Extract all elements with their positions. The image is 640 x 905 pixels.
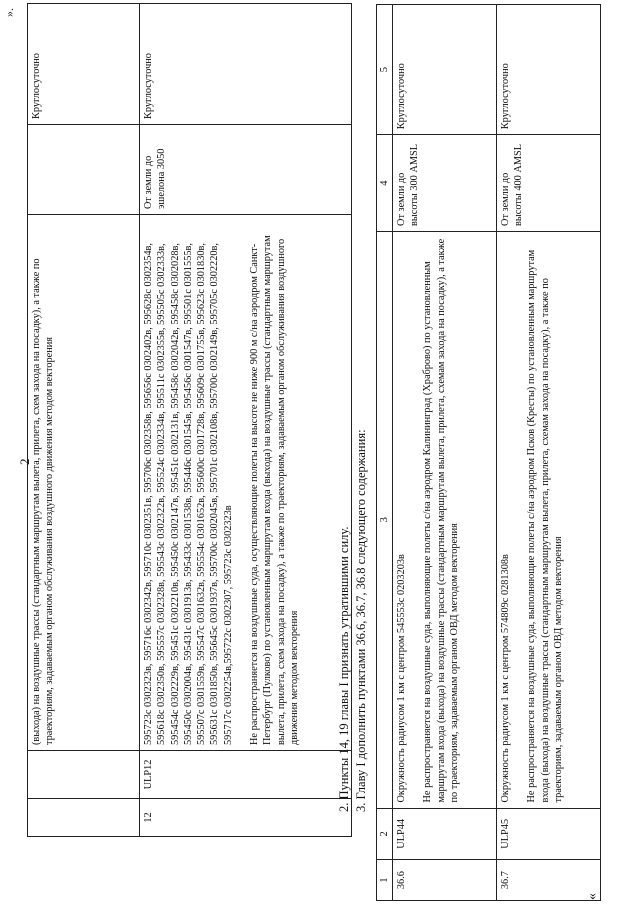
stray-quote-mark: « — [585, 893, 600, 900]
row-number: 36.6 — [393, 860, 497, 901]
row-number: 12 — [140, 799, 352, 837]
airspace-table-new — [376, 4, 601, 901]
zone-description — [140, 215, 352, 751]
zone-altitude: От земли до высоты 300 AMSL — [393, 135, 497, 232]
zone-altitude: От земли до эшелона 3050 — [140, 125, 352, 215]
zone-description — [497, 231, 601, 808]
continuation-description: (выхода) на воздушные трассы (стандартным маршрутам вылета, прилета, схем захода на посадку), а также по траекториям, задаваемым органом обслуживания воздушного движения методом векторения — [28, 215, 140, 751]
column-header: 1 — [377, 860, 393, 901]
amendment-note-3: 3. Главу I дополнить пунктами 36.6, 36.7, 36.8 следующего содержания: — [354, 429, 368, 812]
table-row — [393, 5, 497, 901]
zone-area: Окружность радиусом 1 км с центром 574809с 0281308в — [500, 554, 511, 803]
table-row — [497, 5, 601, 901]
zone-coordinates: 595723с 0302323в, 595716с 0302342в, 595710с 0302351в, 595706с 0302358в, 595656с 0302402в, 595628с 0302354в, 595618с 0302350в, 595557с 0302328в, 595543с 0302322в, 595524с 0302334в, 595511с 0302355в, 595505с 0302333в, 595454с 0302229в, 595451с 0302210в, 595450с 0302147в, 595451с 0302131в, 595458с 0302042в, 595458с 0302028в, 595450с 0302004в, 595431с 0301913в, 595433с 0301538в, 595446с 0301545в, 595456с 0301547в, 595501с 0301555в, 595507с 0301559в, 595547с 0301632в, 595554с 0301652в, 595600с 0301728в, 595609с 0301755в, 595623с 0301830в, 595631с 0301850в, 595645с 0301937в, 595700с 0302045в, 595701с 0302108в, 595700с 0302149в, 595705с 0302220в, 595717с 0302254в,595722с 0302307, 595723с 0302323в — [143, 243, 234, 745]
column-header: 2 — [377, 808, 393, 860]
table-row — [140, 4, 352, 837]
row-number: 36.7 — [497, 860, 601, 901]
amendment-notes — [336, 22, 370, 812]
column-header: 4 — [377, 135, 393, 232]
airspace-table-continued — [27, 3, 352, 837]
zone-exception-note: Не распространяется на воздушные суда, выполняющие полеты с/на аэродром Псков (Кресты) по установленным маршрутам входа (выхода) на воздушные трассы (стандартным маршрутам вылета, прилета, схемам захода на посадку), а также по траекториям, задаваемым органом ОВД методом векторения — [526, 249, 564, 803]
page-number: 2 — [17, 458, 32, 465]
zone-exception-note: Не распространяется на воздушные суда, осуществляющие полеты на высоте не ниже 900 м с/на аэродром Санкт-Петербург (Пулково) по установленным маршрутам входа (выхода) на воздушные трассы (стандартным маршрутам вылета, прилета, схем захода на посадку), а также по траекториям, задаваемым органом обслуживания воздушного движения методом векторения — [249, 235, 300, 745]
continuation-hours: Круглосуточно — [28, 4, 140, 125]
zone-hours: Круглосуточно — [140, 4, 352, 125]
zone-hours: Круглосуточно — [497, 5, 601, 135]
table-header-row — [377, 5, 393, 901]
zone-exception-note: Не распространяется на воздушные суда, выполняющие полеты с/на аэродром Калининград (Храброво) по установленным маршрутам входа (выхода) на воздушные трассы (стандартным маршрутам вылета, прилета, схемам захода на посадку), а также по траекториям, задаваемым органом ОВД методом векторения — [422, 238, 460, 803]
zone-description — [393, 231, 497, 808]
zone-code: ULP44 — [393, 808, 497, 860]
column-header: 5 — [377, 5, 393, 135]
zone-code: ULP45 — [497, 808, 601, 860]
table-row — [28, 4, 140, 837]
zone-hours: Круглосуточно — [393, 5, 497, 135]
zone-code: ULP12 — [140, 751, 352, 799]
zone-area: Окружность радиусом 1 км с центром 545553с 0203203в — [396, 554, 407, 803]
column-header: 3 — [377, 231, 393, 808]
stray-closing-mark: ». — [2, 8, 16, 17]
zone-altitude: От земли до высоты 400 AMSL — [497, 135, 601, 232]
amendment-note-2: 2. Пункты 14, 19 главы I признать утратившими силу. — [337, 526, 351, 812]
